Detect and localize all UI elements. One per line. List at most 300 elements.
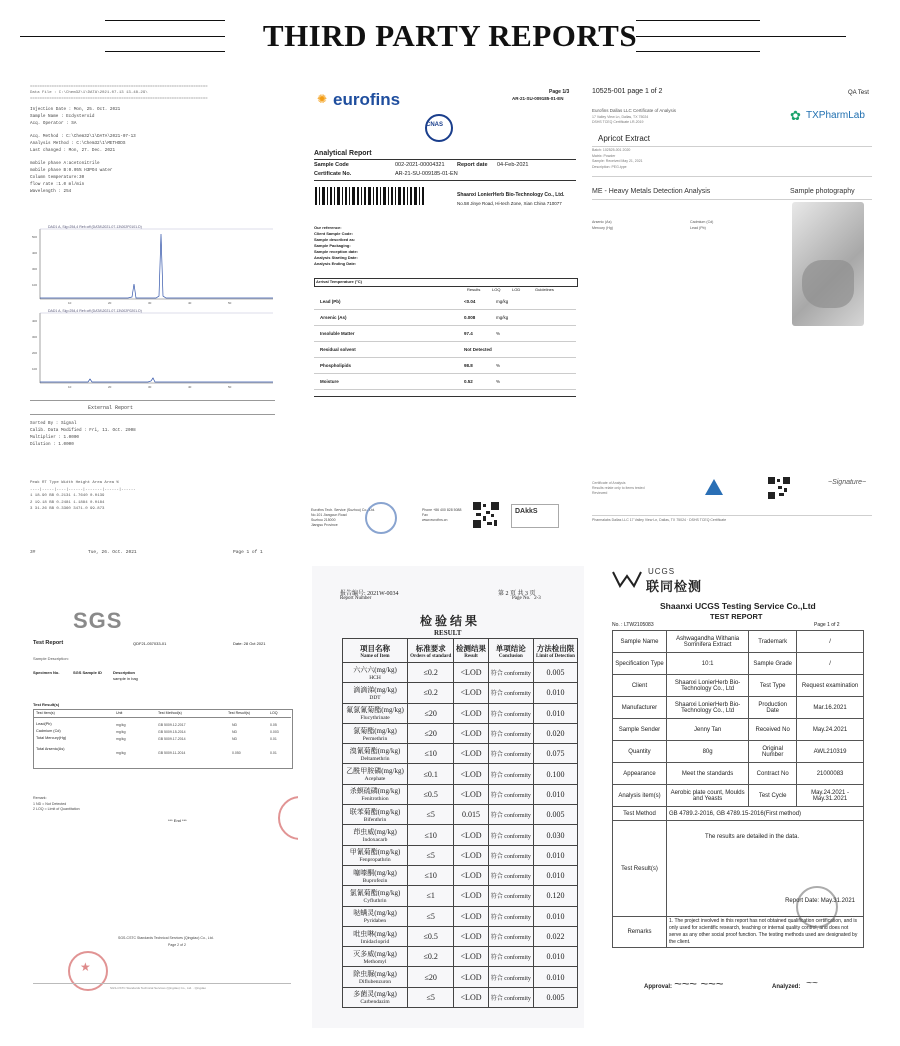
result-table [342, 638, 578, 1008]
sgs-sample-desc: Sample Description: [33, 656, 69, 661]
result-conclusion: 符合 conformity [488, 784, 533, 804]
result-item-en: Carbendazim [360, 999, 390, 1006]
hplc-peak-table: Peak RT Type Width Height Area Area % ----|-----|----|------|-------|------|------ 1 18.90 BB 0.2131 1.7640 0.0139 2 19.18 BB 0.2481 1.1884 0.0184 3 31.26 BB 0.3360 3471.0 99.873 [30, 481, 136, 511]
result-standard: ≤5 [408, 805, 454, 825]
txpharm-footer-note: Certificate of Analysis Results relate only to items tested Reviewed [592, 481, 645, 495]
hplc-divider-2 [30, 414, 275, 415]
certificate-value: AR-21-SU-009185-01-EN [395, 171, 458, 177]
result-item-en: Diflubenzuron [358, 979, 392, 986]
ucgs-field-label: Production Date [749, 697, 797, 719]
txpharm-qr-icon [768, 477, 790, 499]
result-item-cn: 联苯菊酯(mg/kg) [349, 807, 401, 816]
ucgs-results-text: The results are detailed in the data. [704, 834, 800, 840]
result-standard: ≤0.5 [408, 784, 454, 804]
sgs-report-date: Date: 28 Oct 2021 [233, 641, 266, 646]
result-table-header [343, 639, 578, 663]
result-lod: 0.005 [534, 987, 578, 1007]
result-item-name [343, 926, 408, 946]
eurofins-info-rows: Our reference: Client Sample Code: Sample described as: Sample Packaging: Sample reception date: Analysis Starting Date: Analysis Ending Date: [314, 225, 359, 266]
eurofins-analyte-value: 97.4 [464, 331, 473, 336]
eurofins-analyte-value: 98.8 [464, 363, 473, 368]
result-column-header-en: Conclusion [498, 653, 523, 659]
txpharm-footer-strip [590, 475, 876, 537]
txpharm-signature: ~Signature~ [828, 479, 867, 486]
ucgs-field-value: / [797, 631, 864, 653]
result-lod: 0.100 [534, 764, 578, 784]
result-item-cn: 除虫脲(mg/kg) [353, 970, 397, 979]
ucgs-method-row [613, 807, 864, 821]
eurofins-analyte-name: Moisture [320, 379, 339, 384]
ucgs-approval-signature: ~~~ ~~~ [674, 976, 724, 991]
txpharm-header: 10525-001 page 1 of 2 [592, 88, 663, 95]
sgs-row-arsenic: Total Arsenic(As) [36, 747, 65, 751]
ucgs-field-label: Client [613, 675, 667, 697]
ucgs-field-value: Jenny Tan [666, 719, 748, 741]
result-lod: 0.010 [534, 947, 578, 967]
result-value: <LOD [454, 845, 488, 865]
result-table-row [343, 683, 578, 703]
result-table-row [343, 967, 578, 987]
hplc-footer-right: Page 1 of 1 [233, 550, 263, 555]
ucgs-field-value: May.24.2021 - May.31.2021 [797, 785, 864, 807]
sgs-description-label: Description [113, 670, 136, 675]
result-item-en: Fenpropathrin [359, 857, 391, 864]
result-item-cn: 灭多威(mg/kg) [353, 949, 397, 958]
result-standard: ≤0.2 [408, 663, 454, 683]
result-item-name [343, 784, 408, 804]
cnas-badge-icon [425, 114, 453, 142]
metals-row-2-b: Lead (Pb) [690, 226, 706, 230]
eurofins-stamp-icon [365, 502, 397, 534]
sgs-logo: SGS [73, 608, 123, 633]
eurofins-analyte-name: Residual solvent [320, 347, 356, 352]
sample-code-value: 002-2021-00004321 [395, 162, 445, 168]
eurofins-results-header: Results [467, 287, 481, 292]
ucgs-field-value: Request examination [797, 675, 864, 697]
result-item-en: Buprofezin [362, 877, 388, 884]
ucgs-table-row [613, 719, 864, 741]
eurofins-analyte-row [314, 375, 576, 390]
ucgs-field-label: Sample Name [613, 631, 667, 653]
svg-text:100: 100 [32, 283, 38, 287]
result-table-row [343, 805, 578, 825]
result-item-name [343, 947, 408, 967]
ucgs-remarks-label: Remarks [613, 917, 667, 948]
ucgs-logo-en: UCGS [648, 567, 676, 576]
result-column-header-cn: 项目名称 [360, 643, 390, 653]
eurofins-brand: eurofins [333, 90, 401, 109]
result-value: <LOD [454, 764, 488, 784]
txpharm-meta: Batch: 102525-001 2020 Matrix: Powder Sample: Received May 21, 2021 Description: PEG-type [592, 148, 643, 169]
result-lod: 0.010 [534, 784, 578, 804]
page-title: THIRD PARTY REPORTS [262, 18, 638, 53]
result-column-header-en: Name of Item [360, 653, 390, 659]
report-date-value: 04-Feb-2021 [497, 162, 529, 168]
ucgs-field-value: 80g [666, 741, 748, 763]
ucgs-approval: Approval: [644, 984, 673, 990]
result-column-header [454, 639, 488, 663]
ucgs-table-row [613, 763, 864, 785]
eurofins-analyte-row [314, 311, 576, 326]
eurofins-analyte-row [314, 343, 576, 358]
result-lod: 0.075 [534, 744, 578, 764]
result-item-name [343, 886, 408, 906]
sgs-remark: Remark: 1 ND = Not Detected 2 LOQ = Limit of Quantitation [33, 796, 80, 811]
result-standard: ≤20 [408, 703, 454, 723]
result-value: <LOD [454, 886, 488, 906]
ucgs-stamp-icon [796, 886, 838, 928]
sgs-page: Page 2 of 2 [168, 943, 186, 947]
ucgs-table-row [613, 653, 864, 675]
sgs-head-loq: LOQ [270, 711, 278, 715]
eurofins-rule-2 [314, 180, 576, 181]
ucgs-field-label: Appearance [613, 763, 667, 785]
result-item-en: DDT [369, 694, 381, 701]
hplc-external-report: External Report [88, 405, 134, 411]
sample-code-label: Sample Code [314, 162, 349, 168]
result-item-name [343, 744, 408, 764]
eurofins-loq-header: LOQ [492, 287, 501, 292]
result-report-no-en: Report Number [340, 596, 372, 601]
result-item-cn: 氟氯氰菊酯(mg/kg) [346, 706, 404, 715]
result-standard: ≤0.2 [408, 947, 454, 967]
ucgs-page: Page 1 of 2 [814, 622, 840, 628]
result-conclusion: 符合 conformity [488, 926, 533, 946]
eurofins-ref-top: AR-21-SU-009185-01-EN [512, 96, 564, 101]
result-conclusion: 符合 conformity [488, 825, 533, 845]
eurofins-analyte-unit: % [496, 363, 501, 368]
result-table-row [343, 723, 578, 743]
result-item-cn: 吡虫啉(mg/kg) [353, 929, 397, 938]
ucgs-field-value: 10:1 [666, 653, 748, 675]
hplc-report-document [28, 82, 283, 560]
result-item-en: Cyfluthrin [363, 897, 387, 904]
hplc-info-rows: Injection Date : Mon, 25. Oct. 2021 Sample Name : Ecdysteroid Acq. Operator : SA Acq. Method : C:\Chem32\1\DATA\2021-07-13 Analysis Method : C:\Chem32\1\METHODS Last changed : Mon, 27. Dec. 2021 mobile phase A:acetonitrile mobile phase B:0.05% H3PO4 water Column temperature:30 flow rate :1.0 ml/min Wavelength : 254 [30, 107, 136, 194]
eurofins-guidelines-header: Guidelines [535, 287, 554, 292]
eurofins-client: Shaanxi LonierHerb Bio-Technology Co., Ltd. [457, 192, 565, 198]
result-conclusion: 符合 conformity [488, 967, 533, 987]
result-lod: 0.022 [534, 926, 578, 946]
result-conclusion: 符合 conformity [488, 947, 533, 967]
result-table-row [343, 744, 578, 764]
result-lod: 0.010 [534, 865, 578, 885]
txpharm-logo: TXPharmLab [806, 110, 865, 121]
svg-text:400: 400 [32, 251, 38, 255]
eurofins-analyte-name: Phospholipids [320, 363, 351, 368]
ucgs-remarks-text: 1. The project involved in this report has not obtained qualification certification, and is only used for scientific research, teaching or internal quality control, and does not serve as any other social proof function. The testing methods used are designated by the client. [666, 917, 863, 948]
ucgs-table-row [613, 631, 864, 653]
result-conclusion: 符合 conformity [488, 805, 533, 825]
hplc-meta-lines: ========================================================================== Data File : C:\Chem32\1\DATA\2021-07-13 13-48-29\ ========================================================================== [30, 85, 208, 101]
eurofins-analyte-unit: % [496, 331, 501, 336]
result-lod: 0.010 [534, 906, 578, 926]
eurofins-analyte-unit: % [496, 379, 501, 384]
ucgs-field-value: 21000083 [797, 763, 864, 785]
ucgs-field-label: Sample Grade [749, 653, 797, 675]
sgs-row-results: ND ND ND 0.050 [232, 723, 241, 755]
result-item-en: Pyridaben [363, 918, 387, 925]
result-item-cn: 氯菊酯(mg/kg) [353, 726, 397, 735]
tx-state-icon [705, 479, 723, 495]
result-item-cn: 哒螨灵(mg/kg) [353, 909, 397, 918]
ucgs-logo-icon [612, 570, 642, 588]
result-lod: 0.005 [534, 805, 578, 825]
txpharm-footer-addr: Pharmalabs Dallas LLC 17 Valley View Ln, Dallas, TX 75024 · DSHS TCEQ Certificate [592, 518, 727, 522]
result-item-en: Methomyl [363, 958, 387, 965]
result-conclusion: 符合 conformity [488, 886, 533, 906]
result-item-name [343, 805, 408, 825]
ucgs-table-row [613, 741, 864, 763]
result-item-name [343, 703, 408, 723]
eurofins-lod-header: LOD [512, 287, 521, 292]
hplc-footer-left: 3# [30, 550, 36, 555]
result-value: <LOD [454, 906, 488, 926]
ucgs-field-label: Received No [749, 719, 797, 741]
ucgs-analyzed-signature: ~~ [806, 978, 818, 989]
ucgs-field-label: Trademark [749, 631, 797, 653]
sgs-row-mercury: Total Mercury(Hg) [36, 736, 67, 740]
ucgs-logo-cn: 联同检测 [646, 579, 703, 594]
result-value: <LOD [454, 987, 488, 1007]
eurofins-analyte-value: Not Detected [464, 347, 492, 352]
result-standard: ≤5 [408, 906, 454, 926]
metals-row-1-b: Cadmium (Cd) [690, 220, 714, 224]
sample-photo-powder [802, 260, 854, 308]
ucgs-field-label: Test Cycle [749, 785, 797, 807]
ucgs-field-value: Aerobic plate count, Moulds and Yeasts [666, 785, 748, 807]
result-standard: ≤5 [408, 987, 454, 1007]
sgs-sample-id: SGS Sample ID [73, 670, 102, 675]
sample-photo-label: Sample photography [790, 188, 855, 195]
ucgs-field-value: Shaanxi LonierHerb Bio-Technology Co., Ltd [666, 675, 748, 697]
result-lod: 0.030 [534, 825, 578, 845]
hplc-divider [30, 400, 275, 401]
chromatogram-2 [28, 308, 278, 390]
result-column-header-en: Orders of standard [410, 653, 452, 659]
result-lod: 0.120 [534, 886, 578, 906]
result-value: <LOD [454, 703, 488, 723]
result-conclusion: 符合 conformity [488, 906, 533, 926]
result-column-header-cn: 单项结论 [495, 643, 526, 653]
result-item-en: Flucythrinate [360, 715, 390, 722]
ucgs-field-value: Mar.16.2021 [797, 697, 864, 719]
eurofins-analyte-row [314, 327, 576, 342]
result-report-document [312, 566, 584, 1028]
result-value: <LOD [454, 744, 488, 764]
result-value: <LOD [454, 967, 488, 987]
result-value: <LOD [454, 683, 488, 703]
result-column-header [408, 639, 454, 663]
result-conclusion: 符合 conformity [488, 723, 533, 743]
svg-text:500: 500 [32, 235, 38, 239]
result-value: <LOD [454, 825, 488, 845]
result-standard: ≤20 [408, 967, 454, 987]
eurofins-analyte-unit: mg/kg [496, 299, 509, 304]
result-lod: 0.020 [534, 723, 578, 743]
result-table-row [343, 865, 578, 885]
txpharm-lab-addr: 17 Valley View Ln, Dallas, TX 75024 DSHS TCEQ Certificate LR-2019 [592, 115, 649, 124]
result-standard: ≤5 [408, 845, 454, 865]
svg-text:300: 300 [32, 267, 38, 271]
result-report-no: 报告编号: 2021W-0034 [340, 591, 399, 597]
ucgs-results-label: Test Result(s) [613, 821, 667, 917]
result-standard: ≤20 [408, 723, 454, 743]
result-column-header-en: Limit of Detection [536, 653, 575, 659]
result-standard: ≤10 [408, 865, 454, 885]
ucgs-no: No. : LTW2105083 [612, 622, 654, 628]
result-item-cn: 乙酰甲胺磷(mg/kg) [346, 767, 404, 776]
eurofins-analyte-value: 0.52 [464, 379, 473, 384]
eurofins-footer-phone: Phone +86 400 828 5088 Fax www.eurofins.cn [422, 508, 462, 522]
ucgs-field-value: Meet the standards [666, 763, 748, 785]
svg-text:10: 10 [68, 385, 72, 389]
eurofins-analyte-unit: mg/kg [496, 315, 509, 320]
result-title-en: RESULT [434, 629, 462, 637]
result-lod: 0.010 [534, 683, 578, 703]
svg-text:300: 300 [32, 335, 38, 339]
ucgs-report-document [600, 566, 876, 996]
eurofins-analyte-name: Insoluble Matter [320, 331, 355, 336]
result-column-header-en: Result [464, 653, 478, 659]
result-page: 第 2 页 共 3 页 [498, 591, 536, 597]
result-standard: ≤0.2 [408, 683, 454, 703]
txpharm-lab: Eurofins Dallas LLC Certificate of Analysis [592, 108, 677, 113]
eurofins-analyte-value: 0.008 [464, 315, 476, 320]
result-table-row [343, 764, 578, 784]
result-item-cn: 甲氰菊酯(mg/kg) [349, 848, 401, 857]
dakks-label: DAkkS [515, 508, 538, 515]
ucgs-field-label: Original Number [749, 741, 797, 763]
result-item-cn: 噻嗪酮(mg/kg) [353, 868, 397, 877]
result-lod: 0.010 [534, 703, 578, 723]
sgs-test-results: Test Result(s) [33, 702, 60, 707]
result-item-cn: 茚虫威(mg/kg) [353, 828, 397, 837]
result-conclusion: 符合 conformity [488, 744, 533, 764]
result-item-name [343, 663, 408, 683]
svg-text:30: 30 [148, 301, 152, 305]
result-table-row [343, 947, 578, 967]
result-table-row [343, 845, 578, 865]
result-table-row [343, 987, 578, 1007]
result-value: <LOD [454, 663, 488, 683]
eurofins-temp-label: Arrival Temperature (°C) [316, 279, 362, 284]
ucgs-method-value: GB 4789.2-2016, GB 4789.15-2016(First method) [666, 807, 863, 821]
txpharm-logo-icon: ✿ [790, 108, 801, 123]
result-standard: ≤0.1 [408, 764, 454, 784]
sgs-stamp-edge-icon [278, 796, 298, 840]
eurofins-qr-icon [473, 502, 499, 528]
metals-heading: ME - Heavy Metals Detection Analysis [592, 188, 711, 195]
result-item-name [343, 845, 408, 865]
certificate-label: Certificate No. [314, 171, 352, 177]
result-item-en: Fenitrothion [361, 796, 389, 803]
result-item-cn: 滴滴涕(mg/kg) [353, 685, 397, 694]
result-standard: ≤10 [408, 825, 454, 845]
txpharm-product-rule [592, 146, 872, 147]
result-item-name [343, 723, 408, 743]
sgs-footer: SGS-CSTC Standards Technical Services (Qingdao) Co., Ltd. [118, 936, 214, 940]
svg-text:30: 30 [148, 385, 152, 389]
result-value: <LOD [454, 947, 488, 967]
result-item-en: Permethrin [362, 735, 388, 742]
result-item-name [343, 906, 408, 926]
ucgs-table-row [613, 785, 864, 807]
ucgs-method-label: Test Method [613, 807, 667, 821]
eurofins-bottom-rule [314, 396, 576, 397]
eurofins-barcode-icon [315, 187, 425, 205]
svg-text:100: 100 [32, 367, 38, 371]
result-item-cn: 氯氰菊酯(mg/kg) [349, 888, 401, 897]
ucgs-report-title: TEST REPORT [710, 612, 763, 621]
sgs-stamp-star-icon: ★ [80, 960, 91, 974]
result-title-cn: 检 验 结 果 [420, 614, 478, 628]
result-column-header-cn: 方法检出限 [536, 643, 575, 653]
ucgs-field-label: Test Type [749, 675, 797, 697]
hplc-calc-rows: Sorted By : Signal Calib. Data Modified : Fri, 11. Oct. 2008 Multiplier : 1.0000 Dilution : 1.0000 [30, 421, 136, 447]
result-lod: 0.010 [534, 967, 578, 987]
result-column-header [488, 639, 533, 663]
result-page-en: Page No. 2-3 [512, 596, 541, 601]
result-value: <LOD [454, 784, 488, 804]
eurofins-analyte-row [314, 295, 576, 310]
ucgs-analyzed: Analyzed: [772, 984, 801, 990]
result-lod: 0.010 [534, 845, 578, 865]
result-item-en: Imidacloprid [360, 938, 390, 945]
ucgs-field-label: Contract No [749, 763, 797, 785]
metals-row-1-a: Arsenic (As) [592, 220, 612, 224]
sgs-footer-rule [33, 983, 291, 984]
result-lod: 0.005 [534, 663, 578, 683]
result-item-name [343, 987, 408, 1007]
eurofins-footer-text: Eurofins Tech. Service (Suzhou) Co., Ltd. No.101 Jiangcun Road Suzhou 215000 Jiangsu Province [311, 508, 376, 527]
result-table-row [343, 703, 578, 723]
eurofins-analyte-value: <0.04 [464, 299, 476, 304]
result-conclusion: 符合 conformity [488, 845, 533, 865]
result-item-name [343, 764, 408, 784]
result-value: <LOD [454, 723, 488, 743]
ucgs-field-label: Sample Sender [613, 719, 667, 741]
ucgs-field-value: Shaanxi LonierHerb Bio-Technology Co., Ltd [666, 697, 748, 719]
result-standard: ≤10 [408, 744, 454, 764]
result-standard: ≤1 [408, 886, 454, 906]
result-item-cn: 溴氰菊酯(mg/kg) [349, 746, 401, 755]
result-conclusion: 符合 conformity [488, 865, 533, 885]
svg-text:10: 10 [68, 301, 72, 305]
result-column-header-cn: 标准要求 [415, 643, 446, 653]
ucgs-field-value: Ashwagandha Withania Somnifera Extract [666, 631, 748, 653]
txpharm-footer-rule [592, 515, 872, 516]
eurofins-page: Page 1/3 [549, 89, 570, 95]
svg-text:20: 20 [108, 301, 112, 305]
result-table-row [343, 663, 578, 683]
svg-text:DAD1 A, Sig=254,4 Ref=off (DAT: DAD1 A, Sig=254,4 Ref=off (DATA\2021-07-13\002F0201.D) [48, 309, 142, 313]
result-value: <LOD [454, 865, 488, 885]
result-table-row [343, 784, 578, 804]
sgs-head-method: Test Method(s) [158, 711, 182, 715]
result-table-row [343, 906, 578, 926]
result-item-name [343, 825, 408, 845]
sgs-report-document [28, 596, 298, 1000]
result-conclusion: 符合 conformity [488, 987, 533, 1007]
svg-text:400: 400 [32, 319, 38, 323]
hplc-footer-center: Tue, 26. Oct. 2021 [88, 550, 137, 555]
ucgs-field-value: AWL210319 [797, 741, 864, 763]
result-item-cn: 六六六(mg/kg) [353, 665, 397, 674]
sgs-row-cadmium: Cadmium (Cd) [36, 729, 61, 733]
result-table-row [343, 926, 578, 946]
eurofins-analyte-row [314, 359, 576, 374]
sgs-head-unit: Unit [116, 711, 123, 715]
